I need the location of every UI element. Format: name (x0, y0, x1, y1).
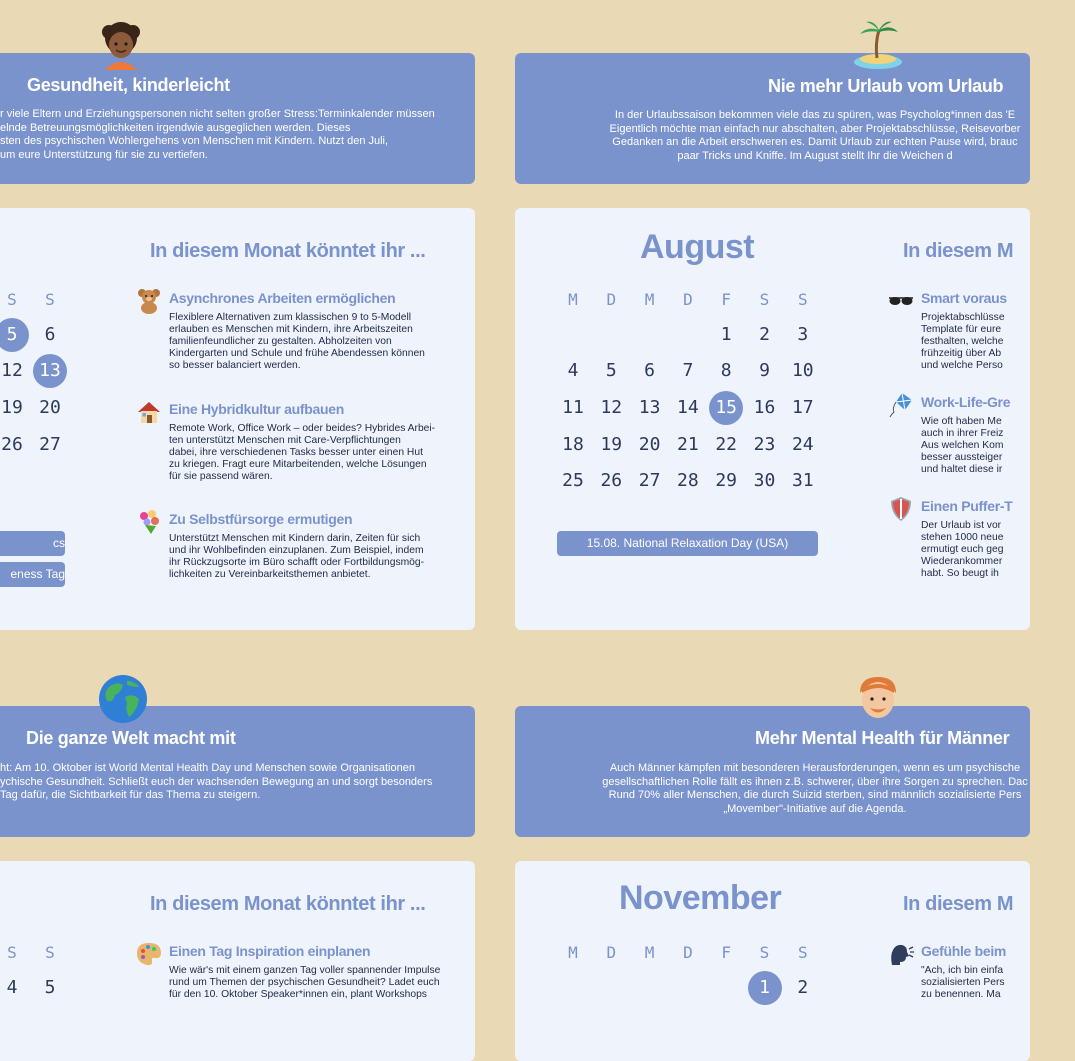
item-text: Remote Work, Office Work – oder beides? Hybrides Arbei- ten unterstützt Menschen mit Care-Verpflichtungen dabei, ihre verschiedenen Tasks besser unter einen Hut zu kriegen. Fragt eure Mitarbeitenden, welche Lösungen für sie passend wären. (169, 423, 436, 482)
item-title: Asynchrones Arbeiten ermöglichen (169, 290, 396, 306)
calendar-day[interactable]: 4 (567, 360, 579, 381)
calendar-day[interactable]: 6 (644, 360, 656, 381)
october-banner-text: ht: Am 10. Oktober ist World Mental Health Day und Menschen sowie Organisationen ychische Gesundheit. Schließt euch der wachsenden Bewegung an und sorgt besonders Tag dafür, die Sichtbarkeit für das Thema zu steigern. (0, 762, 433, 801)
weekday-header: M (568, 943, 578, 962)
calendar-day[interactable]: 26 (600, 470, 623, 491)
house-icon (136, 399, 162, 425)
item-text: "Ach, ich bin einfa sozialisierten Pers zu benennen. Ma (921, 965, 1005, 1000)
august-heading: In diesem M (903, 240, 1014, 262)
november-banner (515, 706, 1030, 837)
weekday-header: D (683, 943, 693, 962)
weekday-header: S (759, 290, 770, 309)
sunglasses-icon (888, 288, 914, 314)
calendar-day[interactable]: 15 (709, 391, 743, 425)
calendar-day[interactable]: 14 (677, 397, 699, 418)
weekday-header: M (644, 290, 655, 309)
august-card (515, 208, 1030, 630)
person-emoji (95, 18, 147, 70)
weekday-header: S (7, 943, 17, 962)
calendar-day[interactable]: 8 (720, 360, 732, 381)
august-banner (515, 53, 1030, 184)
calendar-day[interactable]: 1 (748, 971, 782, 1005)
calendar-day[interactable]: 25 (562, 470, 584, 491)
calendar-day[interactable]: 13 (638, 397, 661, 418)
calendar-day[interactable]: 28 (677, 470, 699, 491)
item-title: Zu Selbstfürsorge ermutigen (169, 511, 353, 527)
calendar-day[interactable]: 9 (759, 360, 770, 381)
weekday-header: F (721, 290, 731, 309)
weekday-header: D (683, 290, 693, 309)
calendar-day[interactable]: 10 (791, 360, 814, 381)
october-heading: In diesem Monat könntet ihr ... (150, 893, 426, 915)
bouquet-icon (136, 509, 162, 535)
calendar-day[interactable]: 2 (759, 324, 770, 345)
weekday-header: F (721, 943, 731, 962)
calendar-day[interactable]: 4 (6, 977, 18, 998)
calendar-day[interactable]: 17 (791, 397, 814, 418)
calendar-day[interactable]: 30 (753, 470, 776, 491)
august-banner-title: Nie mehr Urlaub vom Urlaub (768, 76, 1004, 96)
item-title: Einen Puffer-T (921, 498, 1013, 514)
calendar-day[interactable]: 20 (638, 434, 661, 455)
island-emoji (852, 18, 904, 70)
speaking-head-icon (888, 941, 914, 967)
item-title: Gefühle beim (921, 943, 1007, 959)
kite-icon (888, 392, 914, 418)
man-emoji (852, 673, 904, 725)
weekday-header: S (797, 943, 808, 962)
calendar-day[interactable]: 12 (600, 397, 623, 418)
weekday-header: S (45, 290, 55, 309)
calendar-day[interactable]: 11 (562, 397, 584, 418)
item-text: Projektabschlüsse Template für eure festhalten, welche frühzeitig über Ab und welche Perso (921, 312, 1005, 371)
calendar-day[interactable]: 13 (33, 354, 67, 388)
november-heading: In diesem M (903, 893, 1014, 915)
november-banner-text: Auch Männer kämpfen mit besonderen Herausforderungen, wenn es um psychische gesellschaftlichen Rolle fällt es ihnen z.B. schwerer, über ihre Sorgen zu sprechen. Dac Rund 70% aller Menschen, die durch Suizid sterben, sind männlich sozialisierte Pers „Movember"-Initiative auf die Agenda. (602, 762, 1028, 815)
weekday-header: S (797, 290, 808, 309)
october-card (0, 861, 475, 1061)
calendar-day[interactable]: 1 (720, 324, 732, 345)
calendar-day[interactable]: 29 (715, 470, 738, 491)
item-title: Smart voraus (921, 290, 1007, 306)
weekday-header: S (7, 290, 17, 309)
calendar-day[interactable]: 26 (1, 434, 23, 455)
calendar-day[interactable]: 6 (44, 324, 56, 345)
shield-icon (888, 496, 914, 522)
item-title: Work-Life-Gre (921, 394, 1011, 410)
november-card (515, 861, 1030, 1061)
calendar-day[interactable]: 24 (791, 434, 814, 455)
august-event[interactable]: 15.08. National Relaxation Day (USA) (557, 531, 818, 556)
july-heading: In diesem Monat könntet ihr ... (150, 240, 426, 262)
july-banner-title: Gesundheit, kinderleicht (27, 75, 230, 95)
item-text: Der Urlaub ist vor stehen 1000 neue ermutigt euch geg Wiederankommer habt. So beugt ih (921, 520, 1004, 579)
october-banner (0, 706, 475, 837)
calendar-day[interactable]: 31 (791, 470, 814, 491)
july-event[interactable]: cs (0, 531, 65, 556)
july-event[interactable]: eness Tag (0, 562, 65, 587)
august-banner-text: In der Urlaubssaison bekommen viele das zu spüren, was Psycholog*innen das 'E Eigentlich möchte man einfach nur abschalten, aber Projektabschlüsse, Reisevorber Gedanken an die Arbeit erschweren es. Damit Urlaub zur echten Pause wird, brauc paar Tricks und Kniffe. Im August stellt Ihr die Weichen d (609, 109, 1021, 162)
calendar-day[interactable]: 20 (39, 397, 61, 418)
july-banner-text: r viele Eltern und Erziehungspersonen nicht selten großer Stress:Terminkalender müssen elnde Betreuungsmöglichkeiten irgendwie ausgeglichen werden. Dieses sten des psychischen Wohlergehens von Menschen mit Kindern. Nutzt den Juli, um eure Unterstützung für sie zu vertiefen. (0, 108, 435, 161)
calendar-day[interactable]: 19 (1, 397, 23, 418)
item-title: Einen Tag Inspiration einplanen (169, 943, 371, 959)
calendar-day[interactable]: 3 (797, 324, 809, 345)
calendar-day[interactable]: 19 (600, 434, 623, 455)
palette-icon (136, 941, 162, 967)
calendar-day[interactable]: 5 (0, 318, 29, 352)
item-text: Unterstützt Menschen mit Kindern darin, Zeiten für sich und ihr Wohlbefinden einzuplanen. Zum Beispiel, indem ihr Rückzugsorte im Büro schafft oder Fortbildungsmög- lichkeiten zu Vereinbarkeitsthemen anbietet. (169, 533, 425, 580)
weekday-header: M (644, 943, 655, 962)
calendar-day[interactable]: 2 (797, 977, 809, 998)
july-banner (0, 53, 475, 184)
october-banner-title: Die ganze Welt macht mit (26, 728, 236, 748)
teddy-bear-icon (136, 288, 162, 314)
calendar-day[interactable]: 27 (39, 434, 61, 455)
calendar-day[interactable]: 27 (638, 470, 661, 491)
calendar-day[interactable]: 16 (753, 397, 776, 418)
calendar-day[interactable]: 18 (562, 434, 584, 455)
weekday-header: D (606, 290, 617, 309)
month-title: November (619, 879, 782, 917)
weekday-header: S (759, 943, 770, 962)
july-card (0, 208, 475, 630)
weekday-header: M (568, 290, 578, 309)
item-text: Flexiblere Alternativen zum klassischen 9 to 5-Modell erlauben es Menschen mit Kindern, ihre Arbeitszeiten familienfeundlicher zu gestalten. Abholzeiten von Kindergarten und Schule und frühe Abendessen können so besser balanciert werden. (169, 312, 425, 371)
calendar-day[interactable]: 5 (605, 360, 617, 381)
month-title: August (640, 228, 755, 266)
calendar-day[interactable]: 12 (1, 360, 23, 381)
calendar-day[interactable]: 22 (715, 434, 738, 455)
weekday-header: D (606, 943, 617, 962)
november-banner-title: Mehr Mental Health für Männer (755, 728, 1010, 748)
weekday-header: S (45, 943, 55, 962)
item-title: Eine Hybridkultur aufbauen (169, 401, 345, 417)
item-text: Wie wär's mit einem ganzen Tag voller spannender Impulse rund um Themen der psychischen Gesundheit? Ladet euch für den 10. Oktober Speaker*innen ein, plant Workshops (169, 965, 441, 1000)
calendar-day[interactable]: 23 (753, 434, 776, 455)
item-text: Wie oft haben Me auch in ihrer Freiz Aus welchen Kom besser aussteiger und haltet diese ir (921, 416, 1004, 475)
globe-emoji (97, 673, 149, 725)
calendar-day[interactable]: 7 (682, 360, 694, 381)
calendar-day[interactable]: 21 (677, 434, 699, 455)
calendar-day[interactable]: 5 (44, 977, 56, 998)
